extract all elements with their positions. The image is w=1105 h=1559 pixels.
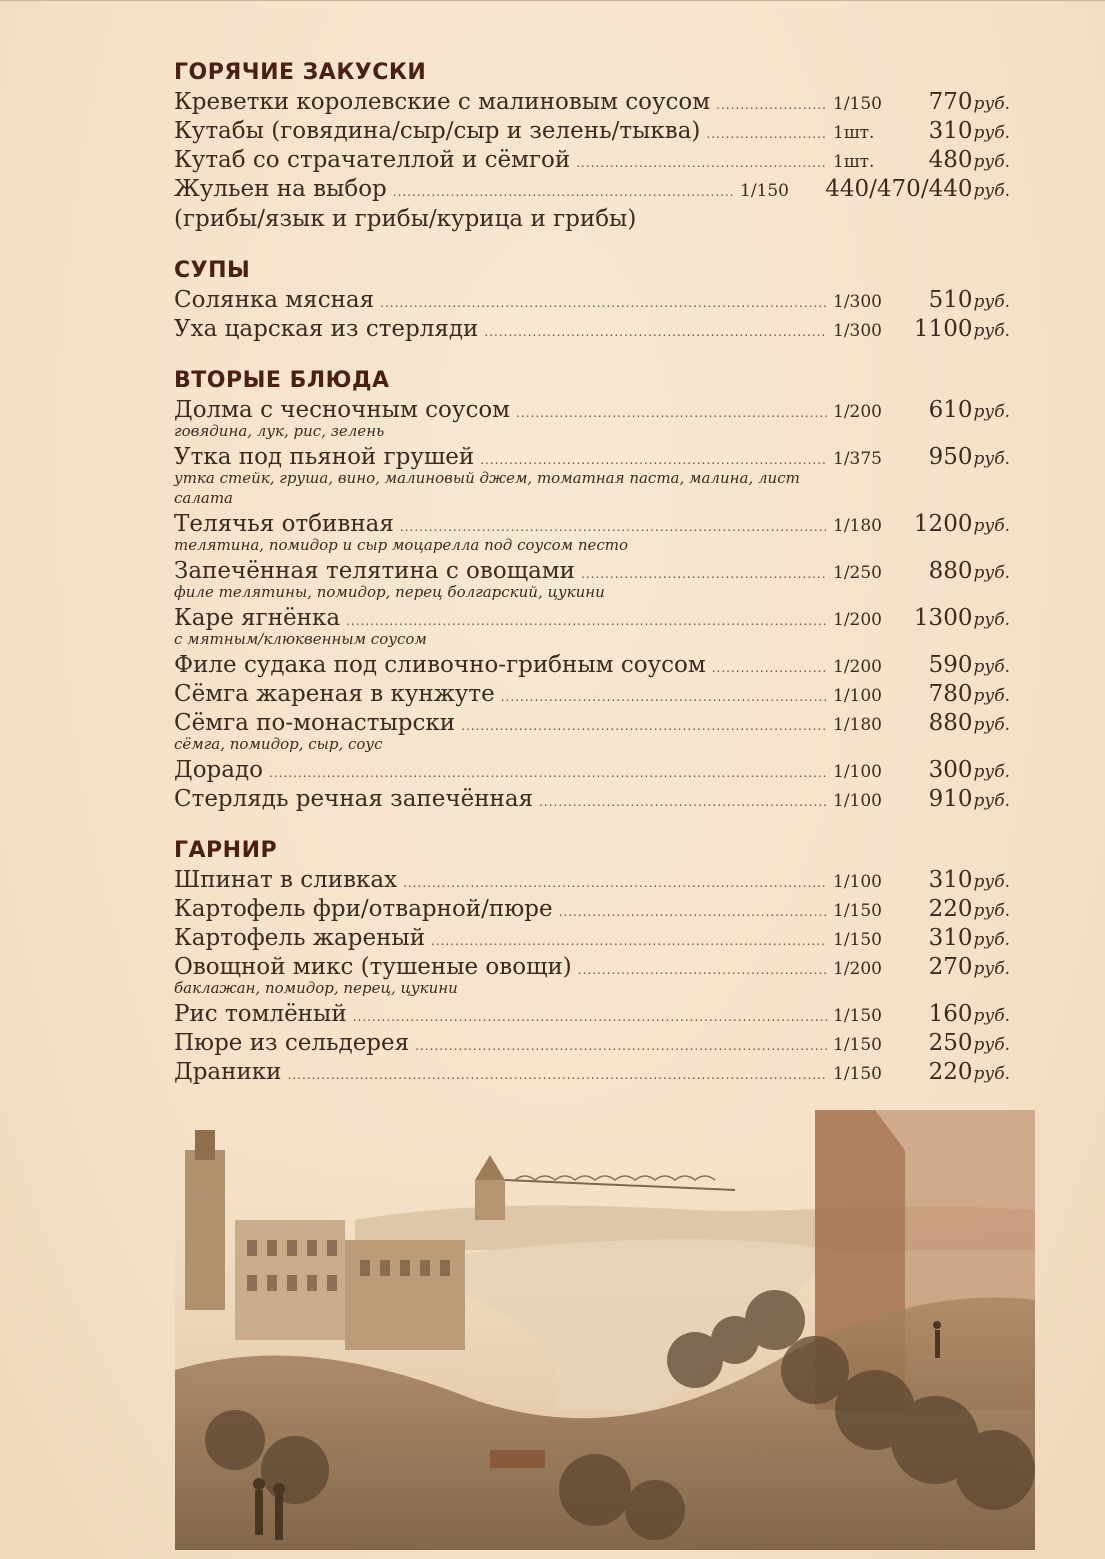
- dot-leader: [501, 683, 827, 712]
- menu-item: [174, 651, 1010, 680]
- price-currency: руб.: [973, 715, 1010, 735]
- price-value: 910: [928, 786, 973, 812]
- dot-leader: [576, 149, 827, 178]
- section-title: СУПЫ: [174, 258, 251, 283]
- dish-name: Запечённая телятина с овощами: [174, 558, 576, 584]
- menu-item-row: [174, 315, 1010, 344]
- menu-item: [174, 117, 1010, 146]
- dish-name: Солянка мясная: [174, 287, 375, 313]
- price-value: 1200: [913, 511, 973, 537]
- price-currency: руб.: [973, 610, 1010, 630]
- menu-item-row: [174, 175, 1010, 204]
- menu-item: [174, 785, 1010, 814]
- dish-price: [795, 175, 1010, 206]
- menu-section: [174, 366, 1010, 814]
- dish-name: Драники: [174, 1059, 282, 1085]
- dish-name: Креветки королевские с малиновым соусом: [174, 89, 711, 115]
- dot-leader: [516, 399, 827, 428]
- dish-portion: 1/100: [833, 762, 882, 782]
- menu-item: [174, 924, 1010, 953]
- menu-item-row: [174, 88, 1010, 117]
- dot-leader: [484, 318, 827, 347]
- dish-portion: 1/100: [833, 872, 882, 892]
- menu-item-row: [174, 1029, 1010, 1058]
- price-currency: руб.: [973, 901, 1010, 921]
- dish-price: [895, 510, 1010, 541]
- dish-portion: 1/200: [833, 959, 882, 979]
- dish-price: [895, 680, 1010, 711]
- menu-item-row: [174, 866, 1010, 895]
- price-currency: руб.: [973, 449, 1010, 469]
- dish-description: филе телятины, помидор, перец болгарский, цукини: [174, 583, 605, 601]
- dot-leader: [431, 927, 827, 956]
- menu-item-row: [174, 146, 1010, 175]
- dish-name: Кутабы (говядина/сыр/сыр и зелень/тыква): [174, 118, 701, 144]
- menu-item: [174, 557, 1010, 602]
- city-view-illustration: [175, 1110, 1035, 1550]
- dish-name: Долма с чесночным соусом: [174, 397, 511, 423]
- price-value: 310: [928, 867, 973, 893]
- dish-portion: 1/150: [833, 1006, 882, 1026]
- dish-portion: 1/180: [833, 715, 882, 735]
- price-value: 780: [928, 681, 973, 707]
- menu-section: [174, 256, 1010, 344]
- price-currency: руб.: [973, 872, 1010, 892]
- dish-price: [895, 785, 1010, 816]
- dot-leader: [353, 1003, 827, 1032]
- price-value: 510: [928, 287, 973, 313]
- menu-item-row: [174, 785, 1010, 814]
- dish-portion: 1/180: [833, 516, 882, 536]
- menu-list: [174, 58, 1010, 1109]
- price-value: 300: [928, 757, 973, 783]
- dish-price: [895, 443, 1010, 474]
- dot-leader: [581, 560, 827, 589]
- dish-price: [895, 709, 1010, 740]
- dish-price: [895, 286, 1010, 317]
- menu-item: [174, 1029, 1010, 1058]
- dish-name: Сёмга жареная в кунжуте: [174, 681, 495, 707]
- menu-item: [174, 1000, 1010, 1029]
- dish-portion: 1/150: [833, 930, 882, 950]
- menu-section: [174, 836, 1010, 1087]
- dish-portion: 1шт.: [833, 152, 875, 172]
- price-value: 270: [928, 954, 973, 980]
- dish-portion: 1/150: [833, 1035, 882, 1055]
- price-currency: руб.: [973, 791, 1010, 811]
- dish-price: [895, 651, 1010, 682]
- section-title: ГАРНИР: [174, 838, 278, 863]
- price-value: 590: [928, 652, 973, 678]
- dish-price: [895, 146, 1010, 177]
- menu-item: [174, 1058, 1010, 1087]
- price-currency: руб.: [973, 123, 1010, 143]
- dish-name: Кутаб со страчателлой и сёмгой: [174, 147, 571, 173]
- menu-item-row: [174, 286, 1010, 315]
- dish-portion: 1/200: [833, 402, 882, 422]
- dish-options: (грибы/язык и грибы/курица и грибы): [174, 206, 637, 232]
- dish-name: Жульен на выбор: [174, 176, 387, 202]
- menu-item-row: [174, 756, 1010, 785]
- price-currency: руб.: [973, 930, 1010, 950]
- dot-leader: [380, 289, 827, 318]
- dot-leader: [539, 788, 827, 817]
- dish-price: [895, 396, 1010, 427]
- dish-price: [895, 315, 1010, 346]
- dish-price: [895, 1000, 1010, 1031]
- dish-description: говядина, лук, рис, зелень: [174, 422, 385, 440]
- price-currency: руб.: [973, 402, 1010, 422]
- menu-item: [174, 146, 1010, 175]
- dish-description: сёмга, помидор, сыр, соус: [174, 735, 383, 753]
- price-currency: руб.: [973, 152, 1010, 172]
- dish-portion: 1шт.: [833, 123, 875, 143]
- dish-price: [895, 924, 1010, 955]
- dish-price: [895, 866, 1010, 897]
- menu-item: [174, 953, 1010, 998]
- dish-portion: 1/150: [833, 901, 882, 921]
- dish-portion: 1/250: [833, 563, 882, 583]
- dot-leader: [461, 712, 827, 741]
- price-value: 880: [928, 558, 973, 584]
- price-value: 310: [928, 118, 973, 144]
- menu-item-row: [174, 1058, 1010, 1087]
- dish-portion: 1/375: [833, 449, 882, 469]
- dish-portion: 1/150: [740, 181, 789, 201]
- dish-name: Филе судака под сливочно-грибным соусом: [174, 652, 706, 678]
- price-value: 1300: [913, 605, 973, 631]
- dish-portion: 1/300: [833, 292, 882, 312]
- top-border: [0, 0, 1105, 1]
- dot-leader: [559, 898, 827, 927]
- menu-item-row: [174, 117, 1010, 146]
- dot-leader: [269, 759, 827, 788]
- menu-item-row: [174, 924, 1010, 953]
- dish-description: утка стейк, груша, вино, малиновый джем, томатная паста, малина, лист салата: [174, 469, 800, 507]
- dish-name: Утка под пьяной грушей: [174, 444, 475, 470]
- dot-leader: [716, 91, 827, 120]
- dish-price: [895, 895, 1010, 926]
- menu-item-row: [174, 680, 1010, 709]
- dish-price: [895, 953, 1010, 984]
- dish-portion: 1/150: [833, 1064, 882, 1084]
- price-value: 310: [928, 925, 973, 951]
- dish-price: [895, 117, 1010, 148]
- menu-item: [174, 756, 1010, 785]
- price-currency: руб.: [973, 762, 1010, 782]
- dish-name: Овощной микс (тушеные овощи): [174, 954, 572, 980]
- menu-item: [174, 604, 1010, 649]
- menu-item: [174, 286, 1010, 315]
- price-currency: руб.: [973, 516, 1010, 536]
- price-currency: руб.: [973, 321, 1010, 341]
- dish-price: [895, 756, 1010, 787]
- dish-price: [895, 1058, 1010, 1089]
- price-currency: руб.: [973, 959, 1010, 979]
- menu-item: [174, 866, 1010, 895]
- dish-portion: 1/100: [833, 686, 882, 706]
- dish-portion: 1/200: [833, 610, 882, 630]
- price-currency: руб.: [973, 657, 1010, 677]
- price-value: 220: [928, 896, 973, 922]
- menu-item-row: [174, 651, 1010, 680]
- dish-name: Картофель фри/отварной/пюре: [174, 896, 553, 922]
- menu-item: [174, 510, 1010, 555]
- price-value: 950: [928, 444, 973, 470]
- price-value: 440/470/440: [825, 176, 973, 202]
- dish-description: с мятным/клюквенным соусом: [174, 630, 427, 648]
- price-currency: руб.: [973, 563, 1010, 583]
- price-currency: руб.: [973, 686, 1010, 706]
- dot-leader: [288, 1061, 828, 1090]
- menu-item-row: [174, 1000, 1010, 1029]
- price-currency: руб.: [973, 1035, 1010, 1055]
- dot-leader: [578, 956, 827, 985]
- price-value: 220: [928, 1059, 973, 1085]
- menu-item-row: [174, 895, 1010, 924]
- price-value: 770: [928, 89, 973, 115]
- price-currency: руб.: [973, 1064, 1010, 1084]
- dish-portion: 1/150: [833, 94, 882, 114]
- dish-portion: 1/200: [833, 657, 882, 677]
- menu-item: [174, 895, 1010, 924]
- menu-item: [174, 443, 1010, 508]
- menu-item: [174, 88, 1010, 117]
- price-value: 160: [928, 1001, 973, 1027]
- dot-leader: [403, 869, 827, 898]
- menu-item: [174, 709, 1010, 754]
- dish-name: Картофель жареный: [174, 925, 426, 951]
- dish-portion: 1/300: [833, 321, 882, 341]
- price-value: 880: [928, 710, 973, 736]
- dish-name: Уха царская из стерляди: [174, 316, 479, 342]
- menu-item: [174, 396, 1010, 441]
- dish-name: Пюре из сельдерея: [174, 1030, 410, 1056]
- dish-name: Телячья отбивная: [174, 511, 394, 537]
- section-title: ГОРЯЧИЕ ЗАКУСКИ: [174, 60, 427, 85]
- dot-leader: [712, 654, 827, 683]
- dot-leader: [415, 1032, 827, 1061]
- price-currency: руб.: [973, 292, 1010, 312]
- price-value: 1100: [913, 316, 973, 342]
- menu-item: [174, 315, 1010, 344]
- dish-description: телятина, помидор и сыр моцарелла под соусом песто: [174, 536, 629, 554]
- dish-name: Дорадо: [174, 757, 263, 783]
- menu-section: [174, 58, 1010, 234]
- price-value: 480: [928, 147, 973, 173]
- menu-item: [174, 680, 1010, 709]
- section-title: ВТОРЫЕ БЛЮДА: [174, 368, 390, 393]
- dish-portion: 1/100: [833, 791, 882, 811]
- price-currency: руб.: [973, 1006, 1010, 1026]
- dish-name: Рис томлёный: [174, 1001, 347, 1027]
- dish-price: [895, 1029, 1010, 1060]
- dish-name: Стерлядь речная запечённая: [174, 786, 534, 812]
- price-value: 250: [928, 1030, 973, 1056]
- dish-price: [895, 88, 1010, 119]
- dish-price: [895, 557, 1010, 588]
- dish-name: Сёмга по-монастырски: [174, 710, 456, 736]
- price-currency: руб.: [973, 94, 1010, 114]
- menu-item: [174, 175, 1010, 234]
- dish-name: Шпинат в сливках: [174, 867, 398, 893]
- dot-leader: [393, 178, 734, 207]
- dish-description: баклажан, помидор, перец, цукини: [174, 979, 458, 997]
- dish-name: Каре ягнёнка: [174, 605, 341, 631]
- dish-price: [895, 604, 1010, 635]
- dot-leader: [706, 120, 827, 149]
- price-value: 610: [928, 397, 973, 423]
- price-currency: руб.: [973, 181, 1010, 201]
